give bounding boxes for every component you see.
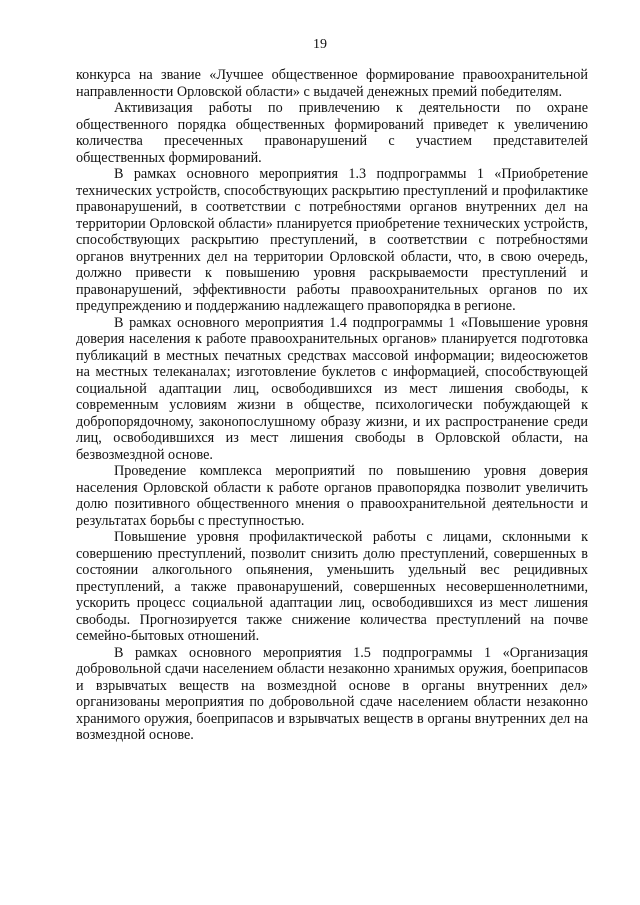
paragraph-measure-1-3: В рамках основного мероприятия 1.3 подпрограммы 1 «Приобретение технических устройств, способствующих раскрытию преступлений и профилактике правонарушений, в соответствии с потребностями органов внутренних дел на территории Орловской области» планируется приобретение технических устройств, способствующих раскрытию преступлений, в соответствии с потребностями органов внутренних дел на территории Орловской области, что, в свою очередь, должно привести к повышению уровня раскрываемости преступлений и правонарушений, эффективности работы правоохранительных органов по их предупреждению и поддержанию надлежащего правопорядка в регионе. [76,166,588,314]
document-text-body [76,67,588,744]
paragraph-measure-1-5: В рамках основного мероприятия 1.5 подпрограммы 1 «Организация добровольной сдачи населением области незаконно хранимых оружия, боеприпасов и взрывчатых веществ на возмездной основе в органы внутренних дел» организованы мероприятия по добровольной сдаче населением области незаконно хранимого оружия, боеприпасов и взрывчатых веществ в органы внутренних дел на возмездной основе. [76,644,588,743]
page-number: 19 [313,37,327,52]
paragraph-contest-continuation: конкурса на звание «Лучшее общественное формирование правоохранительной направленности Орловской области» с выдачей денежных премий победителям. [76,67,588,100]
paragraph-public-trust: Проведение комплекса мероприятий по повышению уровня доверия населения Орловской области к работе органов правопорядка позволит увеличить долю позитивного общественного мнения о правоохранительной деятельности и результатах борьбы с преступностью. [76,463,588,529]
paragraph-public-formations: Активизация работы по привлечению к деятельности по охране общественного порядка общественных формирований приведет к увеличению количества пресеченных правонарушений с участием представителей общественных формирований. [76,100,588,166]
paragraph-measure-1-4: В рамках основного мероприятия 1.4 подпрограммы 1 «Повышение уровня доверия населения к работе правоохранительных органов» планируется подготовка публикаций в местных печатных средствах массовой информации; видеосюжетов на местных телеканалах; изготовление буклетов с информацией, способствующей социальной адаптации лиц, освободившихся из мест лишения свободы, к современным условиям жизни в обществе, психологически побуждающей к добропорядочному, законопослушному образу жизни, и их распространение среди лиц, освободившихся из мест лишения свободы в Орловской области, на безвозмездной основе. [76,314,588,463]
paragraph-prevention-work: Повышение уровня профилактической работы с лицами, склонными к совершению преступлений, позволит снизить долю преступлений, совершенных в состоянии алкогольного опьянения, уменьшить удельный вес рецидивных преступлений, а также правонарушений, совершенных несовершеннолетними, ускорить процесс социальной адаптации лиц, освободившихся из мест лишения свободы. Прогнозируется также снижение количества преступлений на почве семейно-бытовых отношений. [76,529,588,644]
